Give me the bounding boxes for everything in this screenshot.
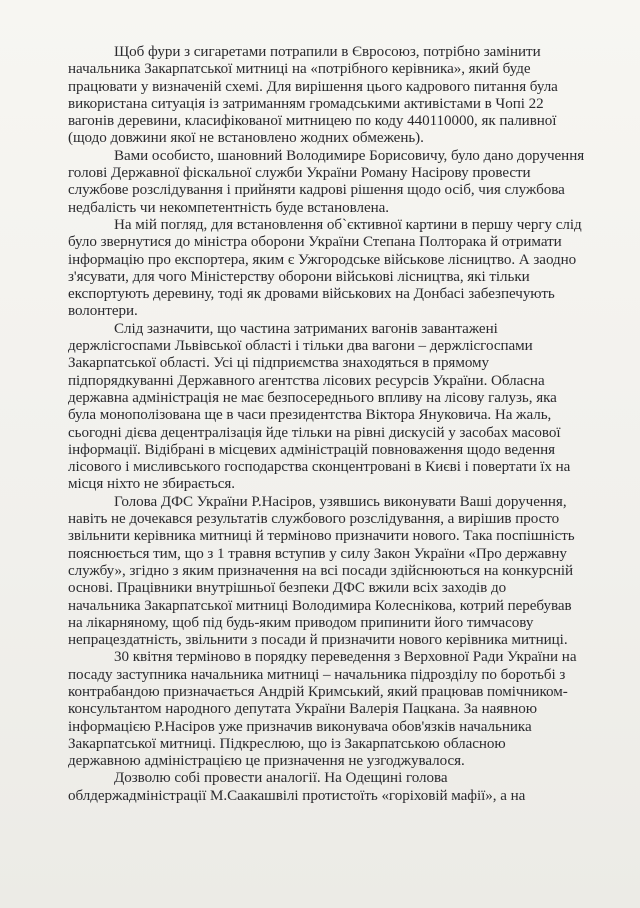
text-line: Слід зазначити, що частина затриманих вагонів завантажені (114, 320, 498, 337)
text-line: інформації. Відібрані в місцевих адміністрацій повноваження щодо ведення (68, 441, 556, 458)
text-line: непрацездатність, звільнити з посади й призначити нового керівника митниці. (68, 632, 568, 649)
text-line: з'ясувати, для чого Міністерству оборони військові лісництва, які тільки (68, 268, 530, 285)
paragraph-5 (68, 494, 598, 650)
text-line: контрабандою призначається Андрій Кримський, який працював помічником- (68, 683, 568, 700)
text-line: вагонів деревини, класифікованої митницею по коду 440110000, як паливної (68, 113, 557, 130)
paragraph-4 (68, 321, 598, 494)
text-line: Голова ДФС України Р.Насіров, узявшись виконувати Ваші доручення, (114, 493, 567, 510)
paragraph-6 (68, 649, 598, 770)
text-line: начальника Закарпатської митниці Володимира Колеснікова, котрий перебував (68, 597, 572, 614)
paragraph-2 (68, 148, 598, 217)
text-line: консультантом народного депутата України Валерія Пацкана. За наявною (68, 701, 538, 718)
text-line: працювати у визначеній схемі. Для вирішення цього кадрового питання була (68, 78, 558, 95)
text-line: службу», згідно з яким призначення на всі посади здійснюються на конкурсній (68, 562, 574, 579)
text-line: використана ситуація із затриманням громадськими активістами в Чопі 22 (68, 95, 544, 112)
text-line: службове розслідування і прийняти кадрові рішення щодо осіб, чия службова (68, 182, 565, 199)
text-line: недбалість чи некомпетентність буде встановлена. (68, 199, 390, 216)
text-line: державною адміністрацією це призначення не узгоджувалося. (68, 753, 465, 770)
text-line: Вами особисто, шановний Володимире Борисовичу, було дано доручення (114, 147, 585, 164)
text-line: 30 квітня терміново в порядку переведення з Верховної Ради України на (114, 649, 577, 666)
text-line: на лікарняному, щоб під будь-яким приводом припинити його тимчасову (68, 614, 534, 631)
text-line: була монополізована ще в часи президентства Віктора Януковича. На жаль, (68, 407, 552, 424)
text-line: волонтери. (68, 303, 138, 320)
text-line: посаду заступника начальника митниці – начальника підрозділу по боротьбі з (68, 666, 566, 683)
paragraph-7 (68, 770, 598, 805)
letter-body (68, 44, 598, 805)
text-line: інформацією Р.Насіров уже призначив виконувача обов'язків начальника (68, 718, 532, 735)
text-line: інформацію про експортера, яким є Ужгородське військове лісництво. А заодно (68, 251, 577, 268)
text-line: основі. Працівники внутрішньої безпеки ДФС вжили всіх заходів до (68, 580, 507, 597)
text-line: було звернутися до міністра оборони України Степана Полторака й отримати (68, 234, 562, 251)
text-line: звільнити керівника митниці й терміново призначити нового. Така поспішність (68, 528, 575, 545)
text-line: підпорядкуванні Державного агентства лісових ресурсів України. Обласна (68, 372, 545, 389)
text-line: експортують деревину, тоді як дровами військових на Донбасі забезпечують (68, 286, 555, 303)
text-line: начальника Закарпатської митниці на «потрібного керівника», який буде (68, 61, 531, 78)
text-line: сьогодні дієва децентралізація йде тільки на рівні дискусій у засобах масової (68, 424, 561, 441)
text-line: (щодо довжини якої не встановлено жодних обмежень). (68, 130, 424, 147)
text-line: державна адміністрація не має безпосереднього впливу на лісову галузь, яка (68, 389, 557, 406)
text-line: голові Державної фіскальної служби України Роману Насірову провести (68, 165, 531, 182)
text-line: Закарпатської області. Усі ці підприємства знаходяться в прямому (68, 355, 490, 372)
text-line: Дозволю собі провести аналогії. На Одещині голова (114, 770, 448, 787)
text-line: Щоб фури з сигаретами потрапили в Євросоюз, потрібно замінити (114, 44, 541, 60)
text-line: пояснюється тим, що з 1 травня вступив у силу Закон України «Про державну (68, 545, 567, 562)
text-line: лісового і мисливського господарства сконцентровані в Києві і повертати їх на (68, 459, 571, 476)
paragraph-1 (68, 44, 598, 148)
text-line: місця ніхто не збирається. (68, 476, 235, 493)
text-line: держлісгоспами Львівської області і тільки два вагони – держлісгоспами (68, 338, 533, 355)
text-line: Закарпатської митниці. Підкреслюю, що із Закарпатською обласною (68, 735, 506, 752)
text-line: облдержадміністрації М.Саакашвілі протистоїть «горіховій мафії», а на (68, 787, 526, 804)
text-line: На мій погляд, для встановлення об`єктивної картини в першу чергу слід (114, 216, 582, 233)
paragraph-3 (68, 217, 598, 321)
text-line: навіть не дочекався результатів службового розслідування, а вирішив просто (68, 511, 560, 528)
